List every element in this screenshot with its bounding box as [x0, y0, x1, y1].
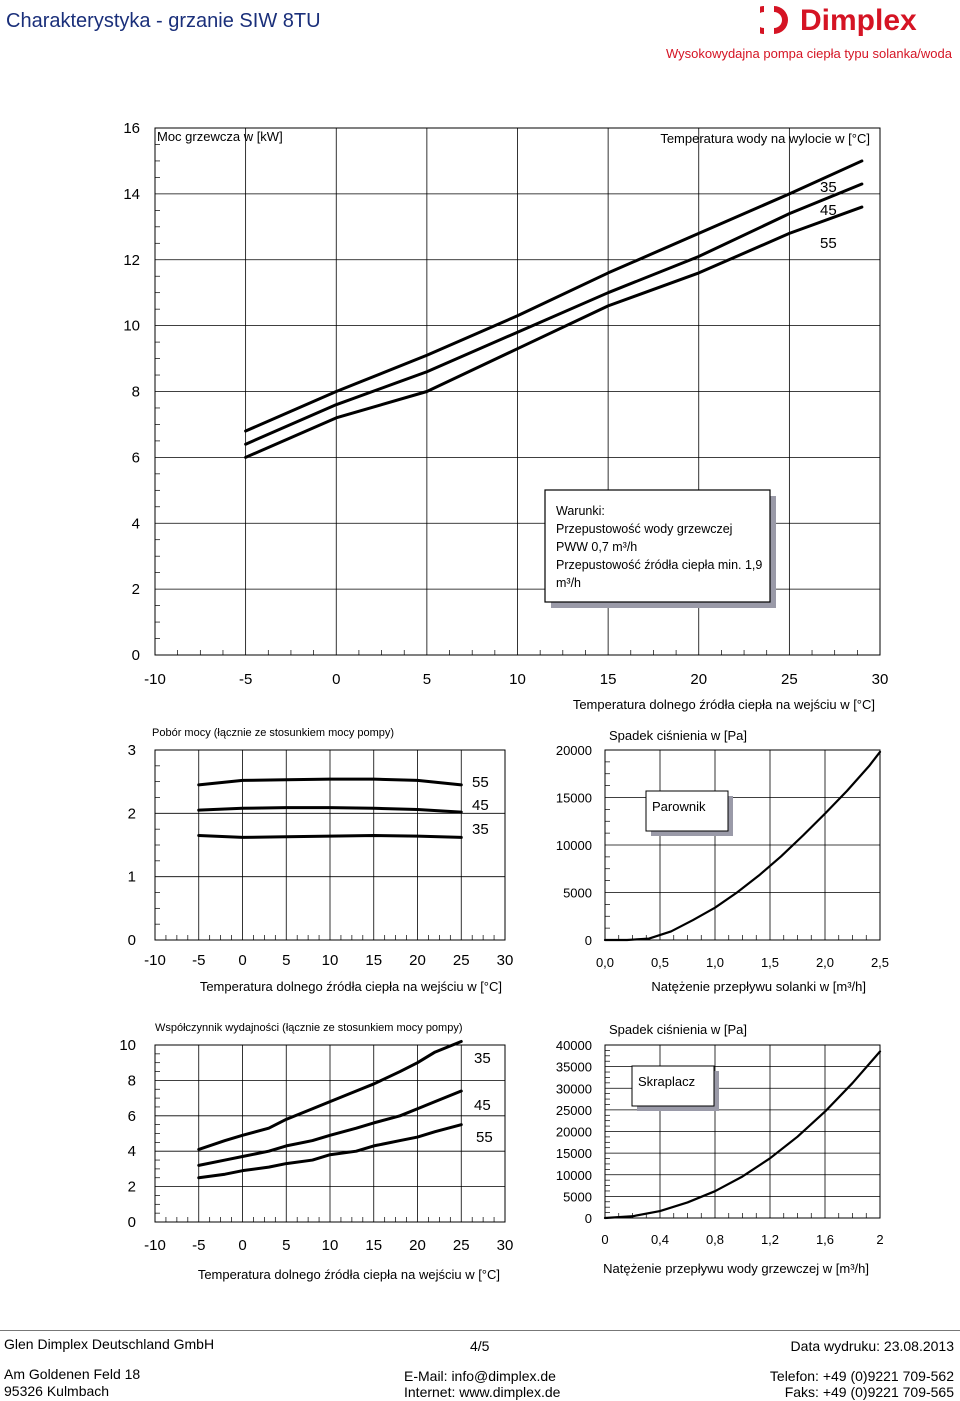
x-tick-label: 1,2: [760, 1232, 780, 1247]
y-tick-label: 0: [584, 933, 592, 948]
x-tick-label: 20: [690, 671, 708, 688]
x-tick-label: 15: [599, 671, 617, 688]
x-tick-label: 1,0: [705, 955, 725, 970]
note-line: m³/h: [556, 576, 581, 590]
y-tick-label: 35000: [555, 1059, 592, 1075]
series-label: 45: [474, 1097, 491, 1114]
x-axis-label: Temperatura dolnego źródła ciepła na wejściu w [°C]: [199, 979, 502, 994]
y-tick-label: 0: [584, 1211, 592, 1226]
chart-title: Spadek ciśnienia w [Pa]: [609, 728, 748, 743]
series-line-parownik: [605, 752, 880, 940]
y-tick-label: 0: [127, 932, 136, 949]
footer-fax: Faks: +49 (0)9221 709-565: [784, 1384, 954, 1400]
x-tick-label: 0: [238, 1237, 247, 1254]
x-tick-label: 30: [871, 671, 889, 688]
x-axis-label: Temperatura dolnego źródła ciepła na wejściu w [°C]: [197, 1267, 500, 1282]
x-tick-label: 25: [781, 671, 798, 688]
chart-power-input: [128, 727, 514, 994]
chart-evaporator-pressure-drop: [556, 728, 889, 994]
x-tick-label: 2,0: [815, 955, 835, 970]
x-tick-label: 0: [332, 671, 341, 688]
y-tick-label: 16: [123, 120, 140, 137]
chart-title: Spadek ciśnienia w [Pa]: [609, 1022, 748, 1037]
x-tick-label: 30: [496, 1237, 514, 1254]
y-tick-label: 14: [123, 185, 140, 203]
x-axis-label: Natężenie przepływu solanki w [m³/h]: [651, 979, 866, 994]
x-tick-label: 0,5: [650, 955, 670, 970]
x-tick-label: 0,0: [595, 955, 615, 970]
y-tick-label: 4: [127, 1143, 136, 1161]
y-tick-label: 2: [131, 581, 140, 599]
series-line-35: [199, 836, 462, 838]
y-tick-label: 20000: [555, 1124, 592, 1140]
label-box-text: Skraplacz: [638, 1074, 696, 1089]
y-tick-label: 30000: [555, 1081, 592, 1097]
y-tick-label: 12: [123, 251, 140, 269]
y-tick-label: 2: [127, 805, 136, 823]
x-tick-label: 5: [282, 1237, 291, 1254]
footer-page: 4/5: [470, 1338, 490, 1354]
brand-name: Dimplex: [800, 4, 917, 37]
label-box-text: Parownik: [652, 799, 706, 814]
y-tick-label: 10: [123, 317, 140, 335]
note-line: Przepustowość wody grzewczej: [556, 522, 733, 536]
series-label: 45: [472, 797, 489, 814]
series-label: 35: [472, 821, 489, 838]
x-tick-label: 20: [409, 952, 426, 969]
x-tick-label: 0: [238, 952, 247, 969]
y-tick-label: 2: [127, 1178, 136, 1196]
note-line: Warunki:: [556, 504, 605, 518]
y-tick-label: 15000: [555, 1146, 592, 1162]
y-tick-label: 5000: [563, 885, 592, 901]
y-tick-label: 4: [131, 515, 140, 533]
x-tick-label: -5: [192, 1237, 206, 1254]
x-tick-label: 10: [509, 671, 526, 688]
footer-company: Glen Dimplex Deutschland GmbH: [4, 1336, 215, 1352]
y-tick-label: 6: [131, 449, 140, 467]
footer-street: Am Goldenen Feld 18: [4, 1366, 141, 1382]
x-axis-label: Temperatura dolnego źródła ciepła na wejściu w [°C]: [572, 697, 875, 712]
y-tick-label: 10: [119, 1037, 136, 1054]
chart-title: Współczynnik wydajności (łącznie ze stosunkiem mocy pompy): [155, 1022, 463, 1034]
x-tick-label: 1,5: [760, 955, 780, 970]
footer-divider: [0, 1330, 960, 1331]
series-label: 35: [474, 1050, 491, 1067]
note-line: PWW 0,7 m³/h: [556, 540, 638, 554]
y-tick-label: 10000: [555, 838, 592, 853]
y-tick-label: 10000: [555, 1167, 592, 1183]
x-tick-label: -10: [144, 952, 166, 969]
x-tick-label: 2,5: [870, 955, 890, 970]
chart-condenser-pressure-drop: [556, 1022, 884, 1276]
series-label: 45: [820, 202, 837, 219]
y-tick-label: 8: [131, 383, 140, 401]
y-tick-label: 0: [131, 647, 140, 664]
note-line: Przepustowość źródła ciepła min. 1,9: [556, 558, 763, 572]
y-tick-label: 3: [127, 742, 136, 759]
x-tick-label: -10: [144, 1237, 166, 1254]
series-label: 35: [820, 179, 837, 196]
x-axis-label: Natężenie przepływu wody grzewczej w [m³/h]: [603, 1261, 869, 1276]
y-tick-label: 25000: [555, 1102, 592, 1118]
series-label: 55: [472, 774, 489, 791]
x-tick-label: 10: [321, 1237, 339, 1254]
y-tick-label: 40000: [555, 1038, 592, 1053]
x-tick-label: 15: [365, 952, 383, 969]
x-tick-label: 25: [452, 952, 470, 969]
x-tick-label: -10: [144, 671, 166, 688]
series-line-35: [246, 161, 862, 431]
series-label: 55: [820, 235, 837, 252]
legend-title: Temperatura wody na wylocie w [°C]: [660, 131, 870, 146]
footer-phone: Telefon: +49 (0)9221 709-562: [769, 1368, 954, 1384]
y-tick-label: 6: [127, 1107, 136, 1125]
chart-title: Moc grzewcza w [kW]: [157, 129, 283, 144]
x-tick-label: 10: [321, 952, 339, 969]
y-tick-label: 15000: [555, 790, 592, 806]
chart-heating-capacity: [123, 120, 888, 712]
x-tick-label: 5: [282, 952, 291, 969]
chart-title: Pobór mocy (łącznie ze stosunkiem mocy pompy): [152, 727, 395, 739]
x-tick-label: 0: [601, 1232, 609, 1247]
x-tick-label: 20: [409, 1237, 426, 1254]
x-tick-label: -5: [192, 952, 206, 969]
x-tick-label: 30: [496, 952, 514, 969]
x-tick-label: 0,4: [650, 1232, 670, 1247]
footer-print-date: Data wydruku: 23.08.2013: [790, 1338, 954, 1354]
y-tick-label: 0: [127, 1214, 136, 1231]
x-tick-label: 25: [452, 1237, 470, 1254]
y-tick-label: 1: [127, 868, 136, 886]
footer-city: 95326 Kulmbach: [4, 1383, 110, 1399]
series-line-55: [246, 207, 862, 457]
footer-internet[interactable]: Internet: www.dimplex.de: [404, 1384, 561, 1400]
x-tick-label: 5: [422, 671, 432, 688]
x-tick-label: 15: [365, 1237, 383, 1254]
x-tick-label: 2: [876, 1232, 884, 1247]
x-tick-label: 0,8: [705, 1232, 725, 1247]
page-title: Charakterystyka - grzanie SIW 8TU: [6, 10, 321, 32]
chart-cop: [119, 1022, 513, 1282]
page-subtitle: Wysokowydajna pompa ciepła typu solanka/woda: [665, 46, 952, 61]
x-tick-label: 1,6: [815, 1232, 835, 1247]
series-line-45: [246, 184, 862, 444]
y-tick-label: 8: [127, 1072, 136, 1090]
y-tick-label: 20000: [555, 743, 592, 758]
footer-email[interactable]: E-Mail: info@dimplex.de: [404, 1368, 556, 1384]
y-tick-label: 5000: [563, 1189, 592, 1205]
series-label: 55: [476, 1129, 493, 1146]
x-tick-label: -5: [238, 671, 253, 688]
